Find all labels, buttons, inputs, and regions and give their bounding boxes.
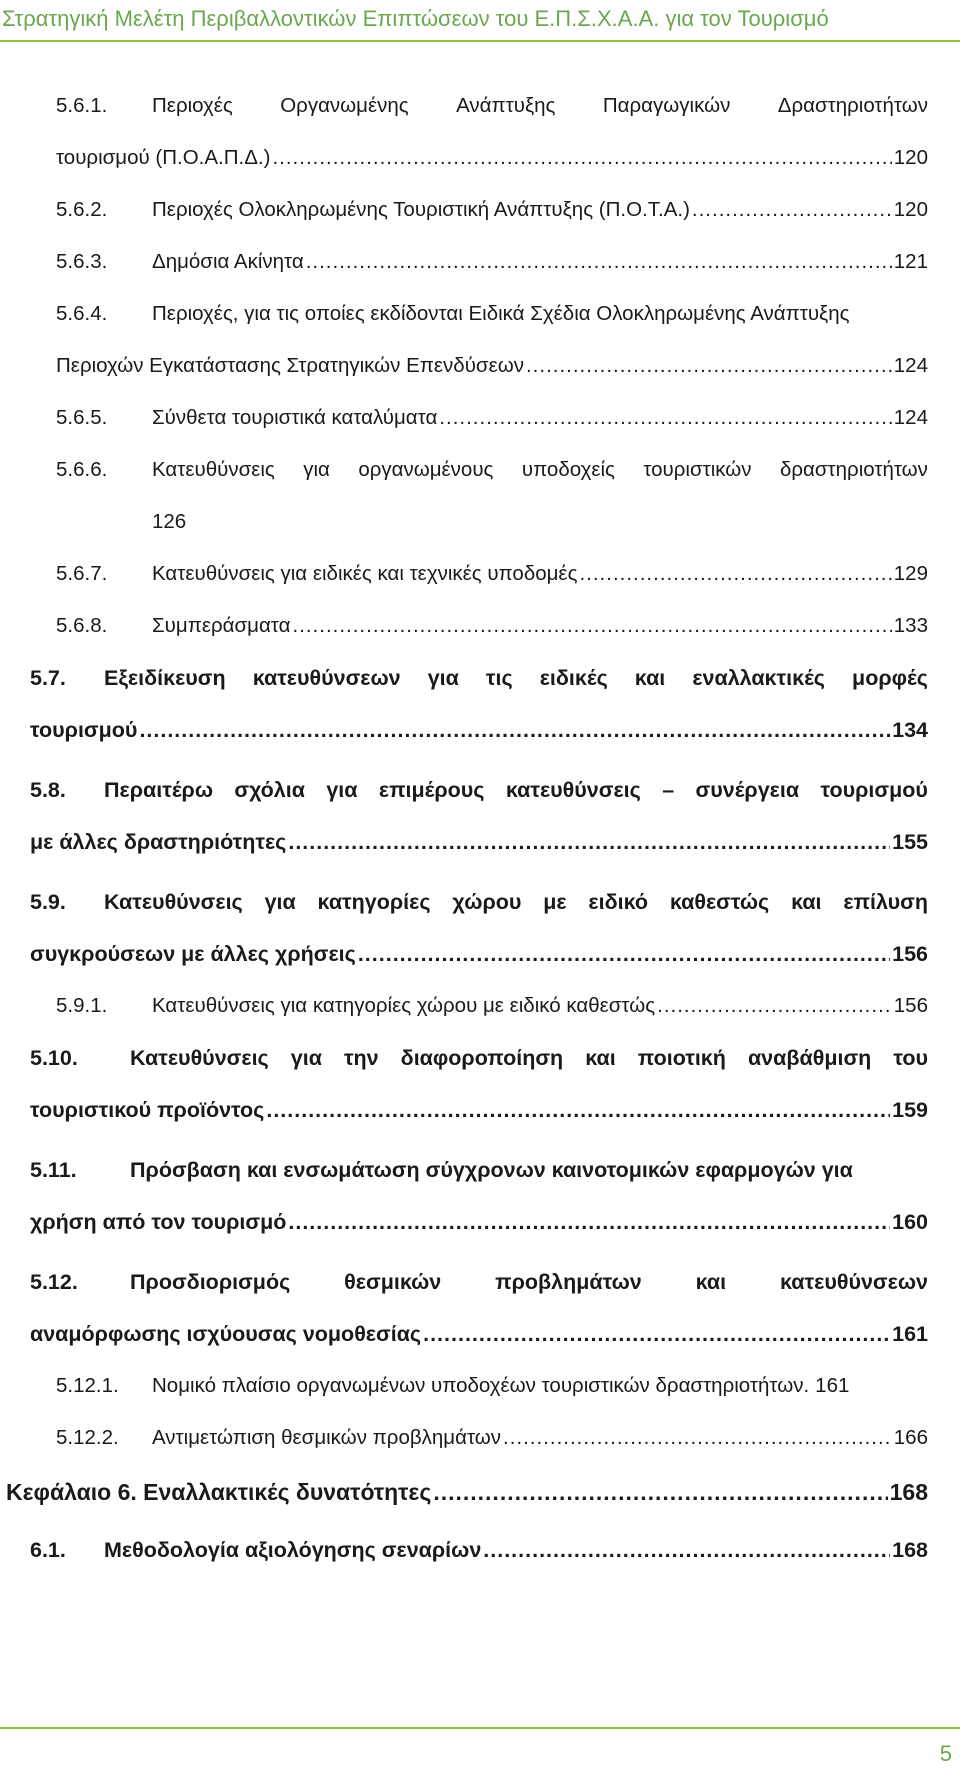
toc-entry-title-word: Κατευθύνσεις (152, 458, 275, 481)
toc-entry-title: Πρόσβαση και ενσωμάτωση σύγχρονων καινοτομικών εφαρμογών για (130, 1158, 853, 1182)
toc-entry-title-word: για (290, 1046, 322, 1070)
toc-entry-title-word: για (427, 666, 459, 690)
leader-dots (483, 1524, 890, 1576)
leader-dots (433, 1466, 887, 1518)
toc-entry-title-word: και (791, 890, 822, 914)
toc-entry-5-10[interactable] (30, 1032, 928, 1144)
toc-page-number: 124 (893, 406, 928, 429)
toc-entry-title-word: ειδικές (539, 666, 608, 690)
toc-page-number: 120 (893, 146, 928, 169)
toc-entry-6-1[interactable] (30, 1524, 928, 1576)
toc-page-number: 155 (892, 830, 928, 854)
leader-dots (657, 980, 892, 1032)
toc-entry-title-word: Ανάπτυξης (456, 94, 556, 117)
toc-entry-5-6-4[interactable] (56, 288, 928, 392)
toc-entry-number: 5.6.6. (56, 458, 108, 481)
toc-entry-title-cont: τουρισμού (30, 718, 138, 742)
toc-entry-title-word: ποιοτική (637, 1046, 726, 1070)
leader-dots (579, 548, 891, 600)
toc-entry-title: Κατευθύνσεις για κατηγορίες χώρου με ειδικό καθεστώς (152, 994, 656, 1017)
toc-entry-title-word: Περιοχές (152, 94, 233, 117)
toc-page-number: 134 (892, 718, 928, 742)
footer-divider (0, 1727, 960, 1729)
toc-entry-title-word: για (326, 778, 358, 802)
toc-entry-title-word: του (893, 1046, 928, 1070)
leader-dots (503, 1412, 892, 1464)
toc-entry-number: 5.11. (30, 1158, 77, 1182)
page-header (0, 6, 960, 32)
toc-entry-5-6-3[interactable] (56, 236, 928, 288)
toc-entry-title-word: Κατευθύνσεις (104, 890, 243, 914)
toc-entry-title-word: και (695, 1270, 727, 1294)
toc-entry-title: Νομικό πλαίσιο οργανωμένων υποδοχέων τουριστικών δραστηριοτήτων. (152, 1374, 810, 1397)
toc-entry-number: 5.6.3. (56, 250, 108, 273)
toc-entry-title-word: τουριστικών (643, 458, 752, 481)
toc-page-number: 166 (893, 1426, 928, 1449)
toc-entry-title-word: υποδοχείς (521, 458, 615, 481)
toc-entry-number: 5.9. (30, 890, 66, 914)
toc-entry-title: Κατευθύνσεις για ειδικές και τεχνικές υποδομές (152, 562, 578, 585)
toc-entry-5-6-7[interactable] (56, 548, 928, 600)
toc-entry-title-word: καθεστώς (669, 890, 770, 914)
toc-entry-title-cont: με άλλες δραστηριότητες (30, 830, 287, 854)
toc-entry-title-word: και (634, 666, 666, 690)
toc-page-number: 168 (889, 1479, 928, 1505)
toc-entry-title-word: την (343, 1046, 379, 1070)
header-divider (0, 40, 960, 42)
toc-entry-title-word: Δραστηριοτήτων (777, 94, 928, 117)
toc-entry-title-word: κατευθύνσεις (505, 778, 641, 802)
toc-entry-title-word: οργανωμένους (358, 458, 494, 481)
toc-entry-title-word: για (303, 458, 330, 481)
toc-entry-title-word: επίλυση (843, 890, 928, 914)
toc-entry-title-word: εναλλακτικές (692, 666, 825, 690)
toc-entry-title: Σύνθετα τουριστικά καταλύματα (152, 406, 438, 429)
toc-entry-5-9-1[interactable] (56, 980, 928, 1032)
toc-entry-title-word: για (264, 890, 296, 914)
toc-entry-number: 5.12.1. (56, 1374, 119, 1397)
toc-entry-number: 5.6.5. (56, 406, 108, 429)
toc-entry-title-word: τις (485, 666, 513, 690)
toc-entry-5-6-8[interactable] (56, 600, 928, 652)
toc-entry-title-word: κατευθύνσεων (780, 1270, 928, 1294)
toc-entry-5-7[interactable] (30, 652, 928, 764)
leader-dots (692, 184, 892, 236)
page-number: 5 (939, 1741, 952, 1766)
toc-entry-number: 5.6.4. (56, 302, 108, 325)
toc-page-number: 160 (892, 1210, 928, 1234)
toc-entry-title-word: με (543, 890, 567, 914)
toc-page-number: 124 (893, 354, 928, 377)
leader-dots (526, 340, 892, 392)
toc-entry-title-word: συνέργεια (695, 778, 800, 802)
toc-entry-5-11[interactable] (30, 1144, 928, 1256)
leader-dots (306, 236, 892, 288)
leader-dots (288, 1196, 890, 1248)
toc-entry-chapter-6[interactable] (6, 1466, 928, 1524)
toc-entry-title-word: μορφές (852, 666, 928, 690)
toc-entry-title-word: επιμέρους (378, 778, 485, 802)
toc-page-number: 161 (815, 1374, 850, 1397)
toc-entry-title-word: τουρισμού (820, 778, 928, 802)
toc-entry-number: 5.7. (30, 666, 66, 690)
toc-page-number: 156 (893, 994, 928, 1017)
toc-entry-5-6-1[interactable] (56, 80, 928, 184)
toc-page-number: 159 (892, 1098, 928, 1122)
toc-entry-title-word: Περαιτέρω (104, 778, 213, 802)
toc-page-number: 161 (892, 1322, 928, 1346)
toc-entry-title: Περιοχές, για τις οποίες εκδίδονται Ειδικά Σχέδια Ολοκληρωμένης Ανάπτυξης (152, 302, 850, 325)
leader-dots (288, 816, 890, 868)
toc-entry-5-12[interactable] (30, 1256, 928, 1360)
toc-entry-number: 5.12.2. (56, 1426, 119, 1449)
toc-entry-title: Μεθοδολογία αξιολόγησης σεναρίων (104, 1538, 482, 1562)
toc-page-number: 156 (892, 942, 928, 966)
toc-entry-title-word: ειδικό (588, 890, 649, 914)
toc-entry-number: 5.10. (30, 1046, 78, 1070)
leader-dots (139, 704, 890, 756)
toc-page-number: 121 (893, 250, 928, 273)
leader-dots (439, 392, 891, 444)
toc-page-number: 133 (893, 614, 928, 637)
toc-entry-title-word: κατηγορίες (317, 890, 431, 914)
toc-entry-number: 5.12. (30, 1270, 78, 1294)
toc-entry-title-cont: τουρισμού (Π.Ο.Α.Π.Δ.) (56, 146, 271, 169)
toc-entry-5-9[interactable] (30, 876, 928, 980)
toc-entry-title: Συμπεράσματα (152, 614, 291, 637)
toc-entry-title-word: Προσδιορισμός (130, 1270, 291, 1294)
toc-entry-5-12-1[interactable] (56, 1360, 928, 1412)
toc-entry-title-cont: αναμόρφωσης ισχύουσας νομοθεσίας (30, 1322, 422, 1346)
toc-page-number: 129 (893, 562, 928, 585)
toc-entry-title-word: σχόλια (234, 778, 305, 802)
toc-entry-title-cont: συγκρούσεων με άλλες χρήσεις (30, 942, 356, 966)
leader-dots (292, 600, 891, 652)
toc-entry-title: Περιοχές Ολοκληρωμένης Τουριστική Ανάπτυξης (Π.Ο.Τ.Α.) (152, 198, 690, 221)
toc-entry-title-word: αναβάθμιση (747, 1046, 872, 1070)
toc-entry-title: Αντιμετώπιση θεσμικών προβλημάτων (152, 1426, 502, 1449)
toc-page-number: 126 (152, 510, 187, 533)
toc-entry-title: Δημόσια Ακίνητα (152, 250, 304, 273)
toc-entry-number: 5.6.1. (56, 94, 108, 117)
toc-page-number: 120 (893, 198, 928, 221)
toc-entry-5-6-5[interactable] (56, 392, 928, 444)
toc-entry-title-word: Κατευθύνσεις (130, 1046, 269, 1070)
toc-entry-5-6-6[interactable] (56, 444, 928, 548)
toc-entry-title-word: – (662, 778, 675, 802)
toc-entry-title-word: Παραγωγικών (602, 94, 731, 117)
toc-entry-5-6-2[interactable] (56, 184, 928, 236)
toc-entry-title-word: κατευθύνσεων (252, 666, 401, 690)
toc-entry-5-8[interactable] (30, 764, 928, 876)
toc-entry-number: 5.6.2. (56, 198, 108, 221)
leader-dots (358, 928, 890, 980)
toc-entry-number: 5.9.1. (56, 994, 108, 1017)
toc-entry-title: Κεφάλαιο 6. Εναλλακτικές δυνατότητες (6, 1479, 432, 1505)
toc-entry-title-word: Εξειδίκευση (104, 666, 226, 690)
document-title: Στρατηγική Μελέτη Περιβαλλοντικών Επιπτώσεων του Ε.Π.Σ.Χ.Α.Α. για τον Τουρισμό (2, 6, 829, 31)
toc-entry-number: 5.8. (30, 778, 66, 802)
toc-entry-title-word: διαφοροποίηση (400, 1046, 564, 1070)
leader-dots (423, 1308, 890, 1360)
toc-entry-title-cont: Περιοχών Εγκατάστασης Στρατηγικών Επενδύσεων (56, 354, 524, 377)
toc-entry-5-12-2[interactable] (56, 1412, 928, 1464)
toc-entry-title-word: δραστηριοτήτων (779, 458, 928, 481)
toc-entry-number: 5.6.7. (56, 562, 108, 585)
leader-dots (266, 1084, 890, 1136)
toc-entry-title-cont: τουριστικού προϊόντος (30, 1098, 265, 1122)
leader-dots (272, 132, 891, 184)
toc-entry-title-word: προβλημάτων (495, 1270, 642, 1294)
toc-entry-title-word: και (585, 1046, 616, 1070)
toc-entry-number: 6.1. (30, 1538, 66, 1562)
toc-entry-title-word: Οργανωμένης (280, 94, 409, 117)
toc-entry-title-word: χώρου (452, 890, 522, 914)
toc-page-number: 168 (892, 1538, 928, 1562)
toc-entry-title-word: θεσμικών (344, 1270, 442, 1294)
toc-entry-number: 5.6.8. (56, 614, 108, 637)
toc-entry-title-cont: χρήση από τον τουρισμό (30, 1210, 287, 1234)
